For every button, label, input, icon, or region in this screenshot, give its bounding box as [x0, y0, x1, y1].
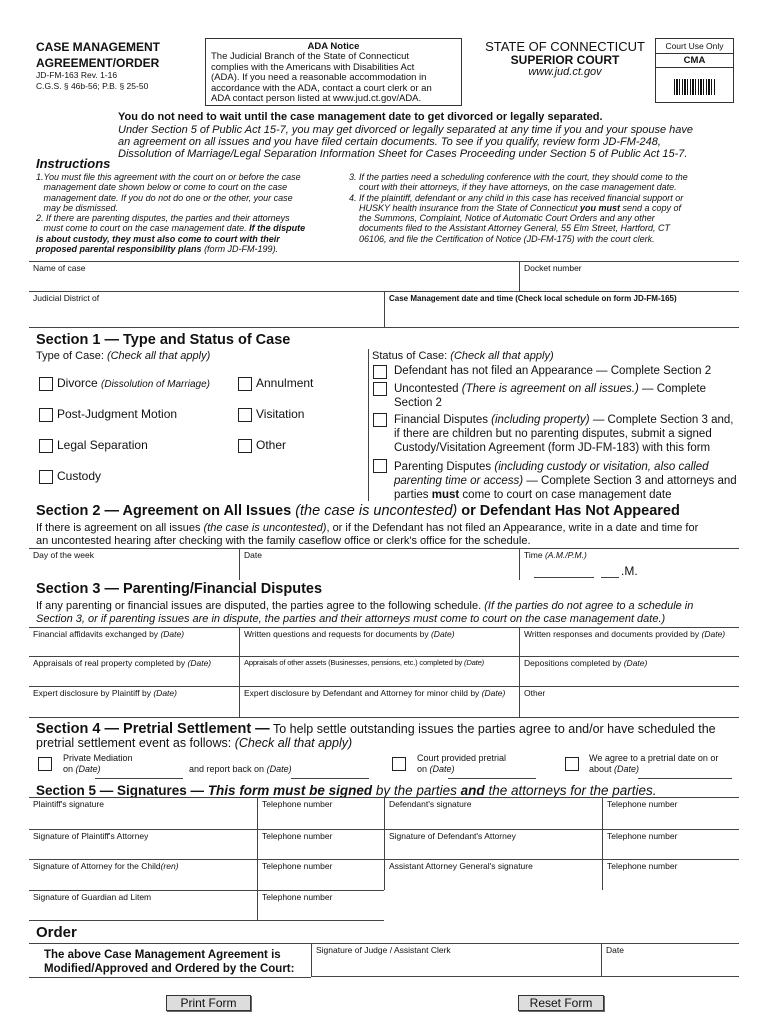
field-label: Telephone number	[607, 861, 678, 871]
court-pretrial-label	[417, 753, 506, 775]
reset-form-button[interactable]: Reset Form	[518, 995, 604, 1011]
field-label: (ren)	[160, 861, 179, 871]
field-label: Signature of Attorney for the Child	[33, 861, 161, 871]
post-judgment-checkbox[interactable]	[39, 408, 53, 422]
court-pretrial-checkbox[interactable]	[392, 757, 406, 771]
title-part: Section 4 — Pretrial Settlement —	[36, 721, 270, 737]
instruction-line: management date shown below or come to court on the case	[36, 182, 288, 193]
field-hint: (Date)	[701, 629, 726, 639]
aag-phone-field[interactable]	[602, 859, 739, 890]
ada-line: accordance with the ADA, contact a court clerk or an	[211, 82, 432, 94]
child-attorney-signature-field[interactable]	[29, 859, 257, 890]
field-hint: (Date)	[464, 658, 484, 667]
label-text: if there are children but no parenting disputes, submit a signed	[394, 428, 712, 440]
title-part: To help settle outstanding issues the parties agree to and/or have scheduled the	[272, 722, 716, 736]
cma-code: CMA	[656, 54, 733, 68]
plaintiff-expert-field[interactable]	[29, 686, 239, 717]
instruction-line: must come to court on the case management date.	[36, 223, 247, 234]
annulment-label: Annulment	[256, 376, 314, 390]
custody-label: Custody	[57, 469, 102, 483]
other-assets-appraisal-field[interactable]	[239, 656, 519, 686]
title-part: or Defendant Has Not Appeared	[461, 503, 680, 519]
label-text: We agree to a pretrial date on or	[589, 753, 719, 763]
label-text: Section 2	[394, 397, 442, 409]
legal-separation-checkbox[interactable]	[39, 439, 53, 453]
guardian-ad-litem-phone-field[interactable]	[257, 890, 384, 921]
label-hint: (Date)	[266, 764, 292, 774]
instruction-bold: If the dispute	[249, 223, 306, 234]
print-form-button[interactable]: Print Form	[166, 995, 251, 1011]
field-label: Telephone number	[262, 861, 333, 871]
field-label: Other	[524, 688, 546, 698]
no-appearance-label: Defendant has not filed an Appearance — Complete Section 2	[394, 365, 712, 377]
depositions-field[interactable]	[519, 656, 739, 686]
plaintiff-attorney-signature-field[interactable]	[29, 829, 257, 859]
field-label: Depositions completed by	[524, 658, 622, 668]
section2-title	[36, 503, 680, 519]
order-text: The above Case Management Agreement is	[44, 949, 281, 961]
instruction-line: management date. If you do not do one or the other, your case	[36, 192, 293, 203]
ampm-underline	[601, 577, 619, 578]
field-label: Time	[524, 550, 543, 560]
private-mediation-checkbox[interactable]	[38, 757, 52, 771]
label-text: on	[417, 764, 428, 774]
divorce-label	[57, 376, 210, 390]
written-responses-field[interactable]	[519, 627, 739, 656]
agreed-pretrial-date-underline[interactable]	[638, 778, 732, 779]
ada-notice	[205, 38, 462, 106]
field-label: Signature of Plaintiff's Attorney	[33, 831, 149, 841]
post-judgment-label: Post-Judgment Motion	[57, 407, 178, 421]
title-part: the attorneys for the parties.	[488, 783, 657, 798]
divider	[29, 920, 257, 921]
order-title: Order	[36, 924, 77, 941]
desc-part: If any parenting or financial issues are disputed, the parties agree to the following schedule.	[36, 600, 482, 612]
section4-title	[36, 722, 716, 750]
form-title-2: AGREEMENT/ORDER	[36, 56, 160, 70]
order-statement	[44, 948, 294, 976]
docket-number-field[interactable]	[519, 261, 739, 291]
case-management-date-field[interactable]	[384, 291, 739, 327]
aag-signature-field[interactable]	[384, 859, 602, 890]
divider	[29, 327, 739, 328]
uncontested-label	[394, 382, 734, 410]
desc-part: (the case is uncontested)	[203, 522, 327, 534]
section3-title: Section 3 — Parenting/Financial Disputes	[36, 581, 323, 597]
field-hint: (Date)	[153, 688, 177, 698]
title-part: This form must be signed	[207, 783, 373, 798]
field-label: Telephone number	[262, 831, 333, 841]
field-label: Name of case	[33, 263, 86, 273]
field-label: Appraisals of other assets (Businesses, pensions, etc.) completed by	[244, 658, 463, 667]
instruction-bold: you must	[579, 202, 620, 213]
title-part: Section 5 — Signatures —	[36, 783, 205, 798]
form-title-1: CASE MANAGEMENT	[36, 40, 161, 54]
barcode-image	[674, 79, 716, 95]
label-hint: (Date)	[75, 764, 101, 774]
label-hint: (Dissolution of Marriage)	[101, 379, 210, 390]
label-text: Custody/Visitation Agreement (form JD-FM-183) with this form	[394, 442, 711, 454]
desc-part: If there is agreement on all issues	[36, 522, 201, 534]
custody-checkbox[interactable]	[39, 470, 53, 484]
other-type-label: Other	[256, 438, 287, 452]
court-pretrial-date-underline[interactable]	[448, 778, 536, 779]
divider	[29, 977, 311, 978]
instruction-line: may be dismissed.	[36, 202, 119, 213]
instruction-line: 1.You must file this agreement with the court on or before the case	[36, 172, 301, 182]
instruction-bold: proposed parental responsibility plans	[36, 244, 202, 255]
field-label: Appraisals of real property completed by	[33, 658, 186, 668]
section5-title	[36, 783, 657, 798]
no-appearance-checkbox[interactable]	[373, 365, 387, 379]
parenting-disputes-label	[394, 460, 739, 502]
uncontested-checkbox[interactable]	[373, 382, 387, 396]
label-hint: (including property)	[491, 414, 590, 426]
plaintiff-attorney-phone-field[interactable]	[257, 829, 384, 859]
label-hint: (including custody or visitation, also called	[494, 461, 709, 473]
form-number: JD-FM-163 Rev. 1-16	[36, 70, 118, 80]
field-label: Assistant Attorney General's signature	[389, 861, 533, 871]
am-pm-suffix: .M.	[621, 564, 638, 578]
order-text: Modified/Approved and Ordered by the Court:	[44, 963, 295, 975]
other-schedule-field[interactable]	[519, 686, 739, 717]
instruction-tail: send a copy of	[622, 202, 682, 213]
defendant-signature-field[interactable]	[384, 797, 602, 829]
real-property-appraisal-field[interactable]	[29, 656, 239, 686]
desc-part: Section 3, or if parenting issues are in dispute, the parties and their attorneys must come to court on the case management date.)	[36, 613, 666, 625]
field-label: Day of the week	[33, 550, 94, 560]
label-bold: must	[431, 489, 460, 501]
court-use-label: Court Use Only	[656, 39, 733, 54]
title-part: and	[460, 783, 485, 798]
instructions-left	[36, 172, 346, 254]
label-text: Court provided pretrial	[417, 753, 507, 763]
label-text: about	[589, 764, 612, 774]
divider	[368, 349, 369, 501]
instruction-line: 2. If there are parenting disputes, the parties and their attorneys	[36, 213, 290, 224]
private-mediation-label	[63, 753, 133, 775]
case-name-field[interactable]	[29, 261, 519, 291]
intro-line: Dissolution of Marriage/Legal Separation Information Sheet for Cases Proceeding under Section 5 of Public Act 15-7.	[118, 148, 688, 160]
title-part: Section 2 — Agreement on All Issues	[36, 503, 292, 519]
label-text: parties	[394, 489, 429, 501]
field-hint: (Date)	[187, 658, 212, 668]
instructions-right	[349, 172, 739, 244]
status-label: Status of Case:	[372, 350, 448, 362]
written-questions-field[interactable]	[239, 627, 519, 656]
field-label: Expert disclosure by Plaintiff by	[33, 688, 151, 698]
day-of-week-field[interactable]	[29, 548, 239, 580]
field-label: Judicial District of	[33, 293, 100, 303]
desc-part: , or if the Defendant has not filed an Appearance, write in a date and time for	[326, 522, 699, 534]
section1-title: Section 1 — Type and Status of Case	[36, 332, 291, 348]
field-label: Docket number	[524, 263, 582, 273]
divorce-checkbox[interactable]	[39, 377, 53, 391]
field-label: Signature of Judge / Assistant Clerk	[316, 945, 451, 955]
order-date-field[interactable]	[601, 943, 739, 977]
section2-description	[36, 522, 698, 548]
field-label: Plaintiff's signature	[33, 799, 104, 809]
instruction-line: 06106, and file the Certification of Notice (JD-FM-175) with the court clerk.	[349, 233, 655, 244]
type-of-case-label	[36, 350, 210, 362]
field-hint: (Date)	[481, 688, 506, 698]
title-part: (the case is uncontested)	[295, 503, 458, 519]
status-of-case-label	[372, 350, 554, 362]
field-hint: (Date)	[623, 658, 648, 668]
report-back-date-underline[interactable]	[291, 778, 369, 779]
label-text: — Complete Section 3 and attorneys and	[526, 475, 737, 487]
divider	[29, 717, 739, 718]
intro-line: Under Section 5 of Public Act 15-7, you may get divorced or legally separated at any time if you and your spouse have	[118, 124, 693, 136]
label-hint: (Date)	[614, 764, 640, 774]
field-label: Financial affidavits exchanged by	[33, 629, 159, 639]
label-text: on	[63, 764, 74, 774]
agreed-pretrial-checkbox[interactable]	[565, 757, 579, 771]
visitation-checkbox[interactable]	[238, 408, 252, 422]
plaintiff-phone-field[interactable]	[257, 797, 384, 829]
judge-signature-field[interactable]	[311, 943, 601, 977]
field-label: Telephone number	[607, 831, 678, 841]
label-hint: (There is agreement on all issues.)	[461, 383, 639, 395]
field-label: Written questions and requests for documents by	[244, 629, 429, 639]
field-label: Telephone number	[262, 892, 333, 902]
label-hint: (Date)	[429, 764, 455, 774]
date-field[interactable]	[239, 548, 519, 580]
instruction-line: court with their attorneys, if they have attorneys, on the case management date.	[349, 182, 677, 193]
field-hint: (Date)	[430, 629, 455, 639]
field-label: Date	[244, 550, 262, 560]
court-name: SUPERIOR COURT	[510, 53, 620, 67]
financial-disputes-label	[394, 413, 739, 455]
intro-text	[118, 124, 693, 160]
title-part: by the parties	[375, 783, 457, 798]
defendant-expert-field[interactable]	[239, 686, 519, 717]
field-label: Written responses and documents provided by	[524, 629, 700, 639]
label-text: Parenting Disputes	[394, 461, 492, 473]
label-text: Uncontested	[394, 383, 459, 395]
section3-description	[36, 600, 693, 626]
ada-title: ADA Notice	[307, 41, 360, 52]
label-text: Divorce	[57, 376, 98, 390]
field-label: Telephone number	[607, 799, 678, 809]
title-part: (Check all that apply)	[234, 736, 353, 750]
defendant-attorney-phone-field[interactable]	[602, 829, 739, 859]
field-label: Defendant's signature	[389, 799, 472, 809]
mediation-date-underline[interactable]	[95, 778, 183, 779]
label-text: Financial Disputes	[394, 414, 488, 426]
ada-line: ADA contact person listed at www.jud.ct.gov/ADA.	[211, 93, 422, 105]
child-attorney-phone-field[interactable]	[257, 859, 384, 890]
report-back-label	[189, 764, 292, 774]
field-label: Expert disclosure by Defendant and Attorney for minor child by	[244, 688, 480, 698]
label-text: come to court on case management date	[462, 489, 672, 501]
other-type-checkbox[interactable]	[238, 439, 252, 453]
intro-line: an agreement on all issues and you have filed certain documents. To see if you qualify, review form JD-FM-248,	[118, 136, 661, 148]
court-use-box	[655, 38, 734, 103]
financial-affidavits-field[interactable]	[29, 627, 239, 656]
judicial-district-field[interactable]	[29, 291, 384, 327]
status-hint: (Check all that apply)	[450, 350, 554, 362]
field-label: Signature of Defendant's Attorney	[389, 831, 516, 841]
instruction-line: HUSKY health insurance from the State of Connecticut	[349, 202, 578, 213]
field-label: Telephone number	[262, 799, 333, 809]
annulment-checkbox[interactable]	[238, 377, 252, 391]
field-label: Signature of Guardian ad Litem	[33, 892, 152, 902]
instruction-line: 4. If the plaintiff, defendant or any child in this case has received financial support or	[349, 192, 684, 203]
visitation-label: Visitation	[256, 407, 305, 421]
instruction-bold: is about custody, they must also come to court with their	[36, 233, 280, 244]
label-text: — Complete	[642, 383, 706, 395]
label-text: — Complete Section 3 and,	[592, 414, 734, 426]
legal-separation-label: Legal Separation	[57, 438, 148, 452]
label-hint: parenting time or access)	[394, 475, 524, 487]
field-label: Date	[606, 945, 624, 955]
intro-bold: You do not need to wait until the case management date to get divorced or legally separated.	[118, 111, 603, 123]
type-hint: (Check all that apply)	[106, 350, 211, 362]
instruction-line: 3. If the parties need a scheduling conference with the court, they should come to the	[349, 172, 688, 182]
time-underline	[534, 577, 594, 578]
plaintiff-signature-field[interactable]	[29, 797, 257, 829]
type-label: Type of Case:	[36, 350, 104, 362]
defendant-attorney-signature-field[interactable]	[384, 829, 602, 859]
label-text: and report back on	[189, 764, 265, 774]
field-label: Case Management date and time (Check local schedule on form JD-FM-165)	[389, 294, 677, 303]
agreed-pretrial-label	[589, 753, 718, 775]
parenting-disputes-checkbox[interactable]	[373, 459, 387, 473]
guardian-ad-litem-signature-field[interactable]	[29, 890, 257, 921]
title-part: pretrial settlement event as follows:	[36, 736, 232, 750]
defendant-phone-field[interactable]	[602, 797, 739, 829]
desc-part: (If the parties do not agree to a schedule in	[484, 600, 694, 612]
ada-line: The Judicial Branch of the State of Connecticut	[211, 51, 410, 63]
state-name: STATE OF CONNECTICUT	[485, 39, 645, 54]
ada-line: complies with the Americans with Disabilities Act	[211, 61, 415, 73]
instruction-line: documents filed to the Assistant Attorney General, 55 Elm Street, Hartford, CT	[349, 223, 670, 234]
statutes: C.G.S. § 46b-56; P.B. § 25-50	[36, 81, 149, 91]
desc-part: an uncontested hearing after checking with the family caseflow office or clerk's office for the schedule.	[36, 535, 531, 547]
field-hint: (Date)	[160, 629, 185, 639]
instruction-tail: (form JD-FM-199).	[204, 244, 279, 255]
court-website: www.jud.ct.gov	[528, 66, 602, 78]
instructions-title: Instructions	[36, 156, 111, 171]
field-hint: (A.M./P.M.)	[544, 550, 587, 560]
ada-line: (ADA). If you need a reasonable accommodation in	[211, 72, 427, 84]
financial-disputes-checkbox[interactable]	[373, 413, 387, 427]
label-text: Private Mediation	[63, 753, 133, 763]
instruction-line: the Summons, Complaint, Notice of Automatic Court Orders and any other	[349, 213, 655, 224]
